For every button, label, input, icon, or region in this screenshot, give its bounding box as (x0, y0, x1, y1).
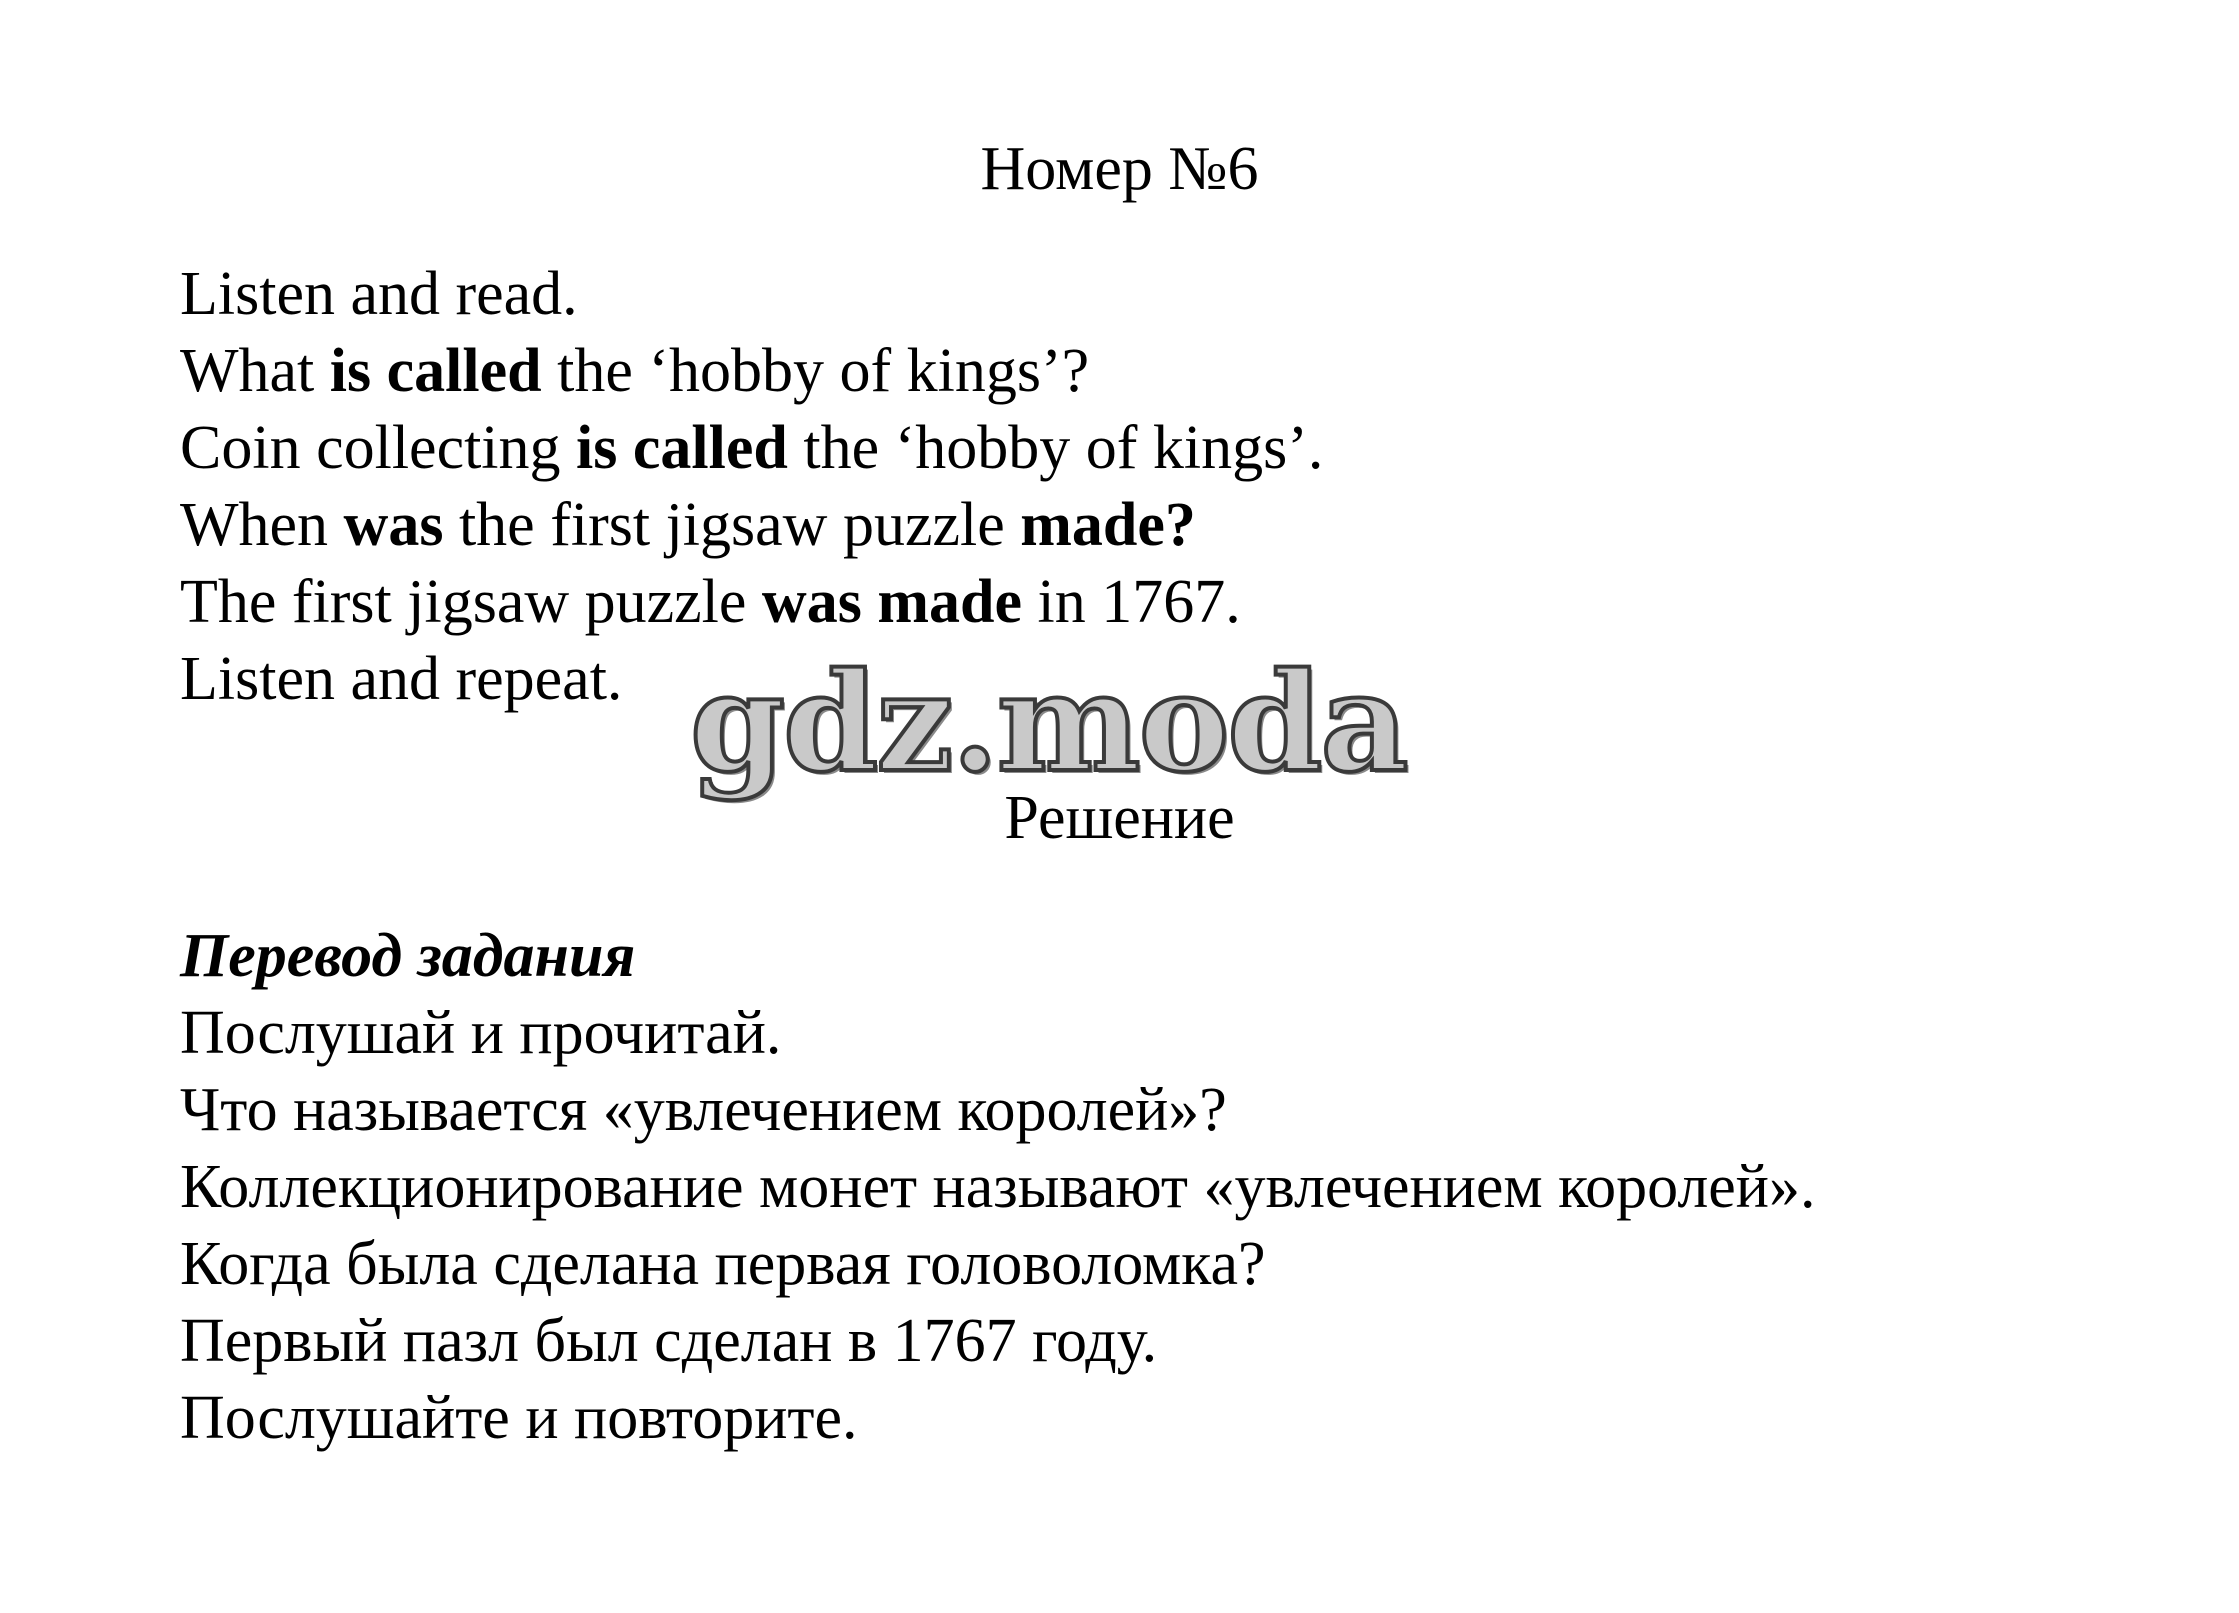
page-title: Номер №6 (980, 135, 1259, 203)
solution-label: Решение (1004, 784, 1235, 852)
english-line-1: Listen and read. (180, 260, 578, 328)
english-line-2: What is called the ‘hobby of kings’? (180, 337, 1090, 405)
russian-translation (180, 918, 1815, 1457)
english-line-5: The first jigsaw puzzle was made in 1767. (180, 568, 1241, 636)
russian-line-1: Послушай и прочитай. (180, 999, 782, 1067)
watermark-logo: gdz.moda (690, 643, 1407, 803)
russian-line-6: Послушайте и повторите. (180, 1384, 858, 1452)
russian-line-3: Коллекционирование монет называют «увлечением королей». (180, 1153, 1816, 1221)
russian-line-5: Первый пазл был сделан в 1767 году. (180, 1307, 1158, 1375)
english-line-6: Listen and repeat. (180, 645, 623, 713)
translation-heading: Перевод задания (180, 922, 636, 990)
english-line-4: When was the first jigsaw puzzle made? (180, 491, 1196, 559)
russian-line-2: Что называется «увлечением королей»? (180, 1076, 1227, 1144)
russian-line-4: Когда была сделана первая головоломка? (180, 1230, 1266, 1298)
english-line-3: Coin collecting is called the ‘hobby of kings’. (180, 414, 1324, 482)
